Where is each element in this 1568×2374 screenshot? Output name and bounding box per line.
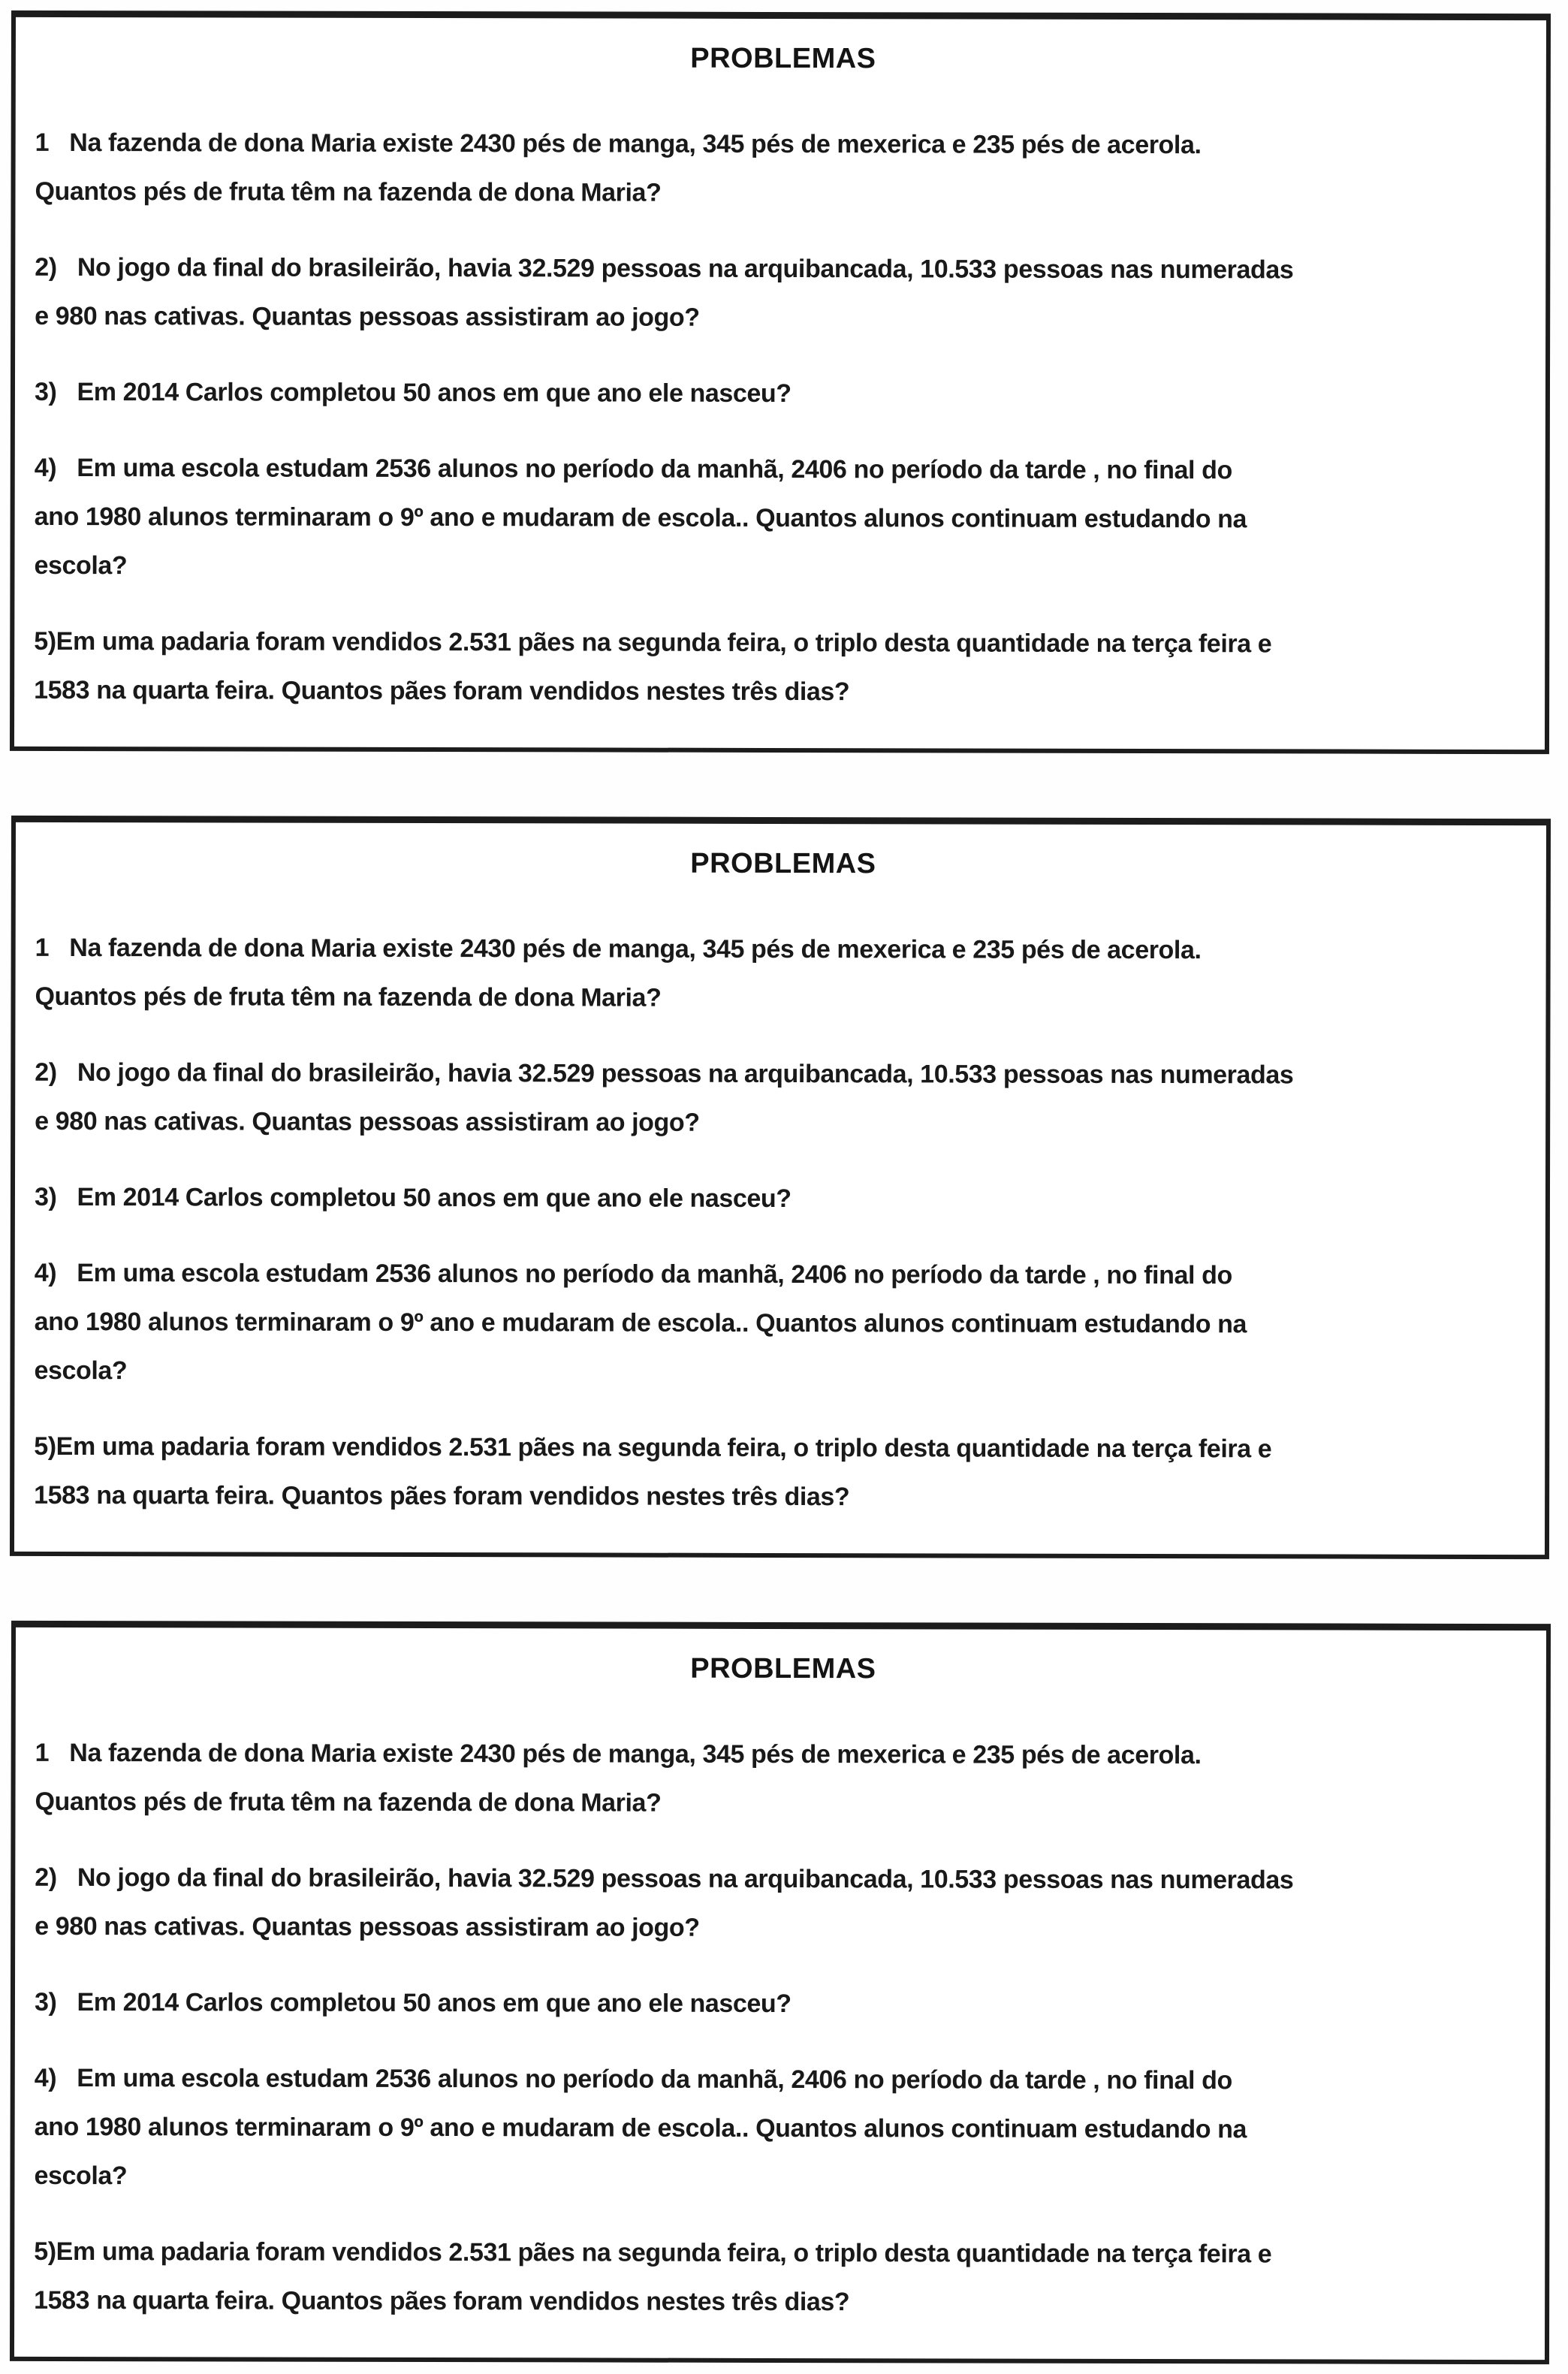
problem-item-3: 3) Em 2014 Carlos completou 50 anos em que ano ele nasceu? bbox=[34, 377, 792, 409]
problem-item-3: 3) Em 2014 Carlos completou 50 anos em que ano ele nasceu? bbox=[34, 1182, 792, 1214]
sheet-title: PROBLEMAS bbox=[690, 847, 876, 880]
problem-item-5: 5)Em uma padaria foram vendidos 2.531 pães na segunda feira, o triplo desta quantidade na terça feira e 1583 na quarta feira. Quantos pães foram vendidos nestes três dias? bbox=[34, 2237, 1272, 2317]
problem-sheet-1 bbox=[10, 11, 1551, 754]
problem-item-5: 5)Em uma padaria foram vendidos 2.531 pães na segunda feira, o triplo desta quantidade na terça feira e 1583 na quarta feira. Quantos pães foram vendidos nestes três dias? bbox=[34, 1431, 1272, 1512]
problem-item-1: 1 Na fazenda de dona Maria existe 2430 pés de manga, 345 pés de mexerica e 235 pés de acerola. Quantos pés de fruta têm na fazenda de dona Maria? bbox=[35, 128, 1202, 207]
problem-item-1: 1 Na fazenda de dona Maria existe 2430 pés de manga, 345 pés de mexerica e 235 pés de acerola. Quantos pés de fruta têm na fazenda de dona Maria? bbox=[35, 1738, 1202, 1817]
sheet-title: PROBLEMAS bbox=[690, 1652, 876, 1685]
problem-item-1: 1 Na fazenda de dona Maria existe 2430 pés de manga, 345 pés de mexerica e 235 pés de acerola. Quantos pés de fruta têm na fazenda de dona Maria? bbox=[35, 933, 1202, 1012]
problem-sheet-2 bbox=[10, 816, 1551, 1559]
problem-item-2: 2) No jogo da final do brasileirão, havia 32.529 pessoas na arquibancada, 10.533 pessoas nas numeradas e 980 nas cativas. Quantas pessoas assistiram ao jogo? bbox=[35, 1863, 1294, 1942]
problem-item-4: 4) Em uma escola estudam 2536 alunos no período da manhã, 2406 no período da tarde , no final do ano 1980 alunos terminaram o 9º ano e mudaram de escola.. Quantos alunos continuam estudando na escola? bbox=[34, 453, 1247, 581]
problem-sheet-3 bbox=[10, 1621, 1551, 2364]
sheet-title: PROBLEMAS bbox=[690, 42, 876, 75]
problem-item-4: 4) Em uma escola estudam 2536 alunos no período da manhã, 2406 no período da tarde , no final do ano 1980 alunos terminaram o 9º ano e mudaram de escola.. Quantos alunos continuam estudando na escola? bbox=[34, 1258, 1247, 1386]
problem-item-2: 2) No jogo da final do brasileirão, havia 32.529 pessoas na arquibancada, 10.533 pessoas nas numeradas e 980 nas cativas. Quantas pessoas assistiram ao jogo? bbox=[35, 1057, 1294, 1137]
problem-item-5: 5)Em uma padaria foram vendidos 2.531 pães na segunda feira, o triplo desta quantidade na terça feira e 1583 na quarta feira. Quantos pães foram vendidos nestes três dias? bbox=[34, 626, 1272, 707]
problem-item-4: 4) Em uma escola estudam 2536 alunos no período da manhã, 2406 no período da tarde , no final do ano 1980 alunos terminaram o 9º ano e mudaram de escola.. Quantos alunos continuam estudando na escola? bbox=[34, 2063, 1247, 2191]
problem-item-3: 3) Em 2014 Carlos completou 50 anos em que ano ele nasceu? bbox=[34, 1987, 792, 2019]
problem-item-2: 2) No jogo da final do brasileirão, havia 32.529 pessoas na arquibancada, 10.533 pessoas nas numeradas e 980 nas cativas. Quantas pessoas assistiram ao jogo? bbox=[35, 252, 1294, 332]
